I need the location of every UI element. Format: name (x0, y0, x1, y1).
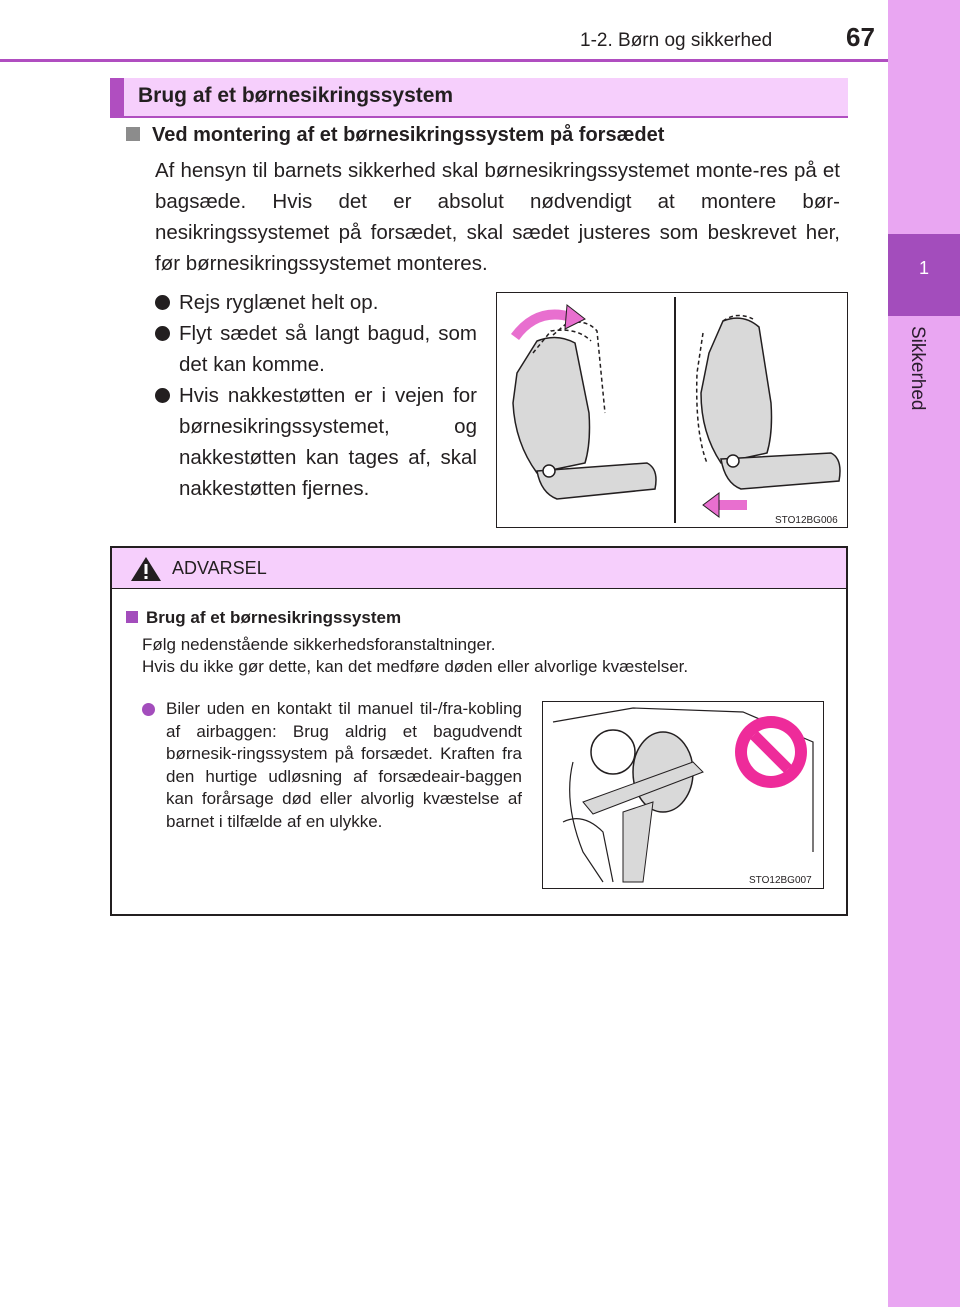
figure-code: STO12BG006 (775, 515, 838, 526)
warning-box (110, 546, 848, 916)
list-item-text: Rejs ryglænet helt op. (179, 291, 379, 314)
warning-triangle-icon (130, 556, 162, 582)
seat-illustration (497, 293, 847, 527)
warning-text-line: Følg nedenstående sikkerhedsforanstaltninger. (142, 635, 496, 654)
warning-title: ADVARSEL (172, 558, 267, 578)
bullet-dot-icon (142, 703, 155, 716)
warning-subheading-text: Brug af et børnesikringssystem (146, 608, 402, 627)
warning-subheading (126, 608, 401, 628)
seat-adjustment-figure (496, 292, 848, 528)
page-number: 67 (846, 22, 875, 52)
airbag-illustration (543, 702, 823, 888)
section-heading: Brug af et børnesikringssystem (138, 84, 454, 107)
chapter-label: Sikkerhed (907, 326, 928, 411)
warning-text (142, 634, 688, 678)
heading-rule (110, 116, 848, 118)
figure-code: STO12BG007 (749, 875, 812, 886)
section-heading-box (110, 78, 848, 116)
warning-header (112, 548, 846, 589)
header-divider (0, 59, 888, 62)
bullet-dot-icon (155, 295, 170, 310)
subheading-text: Ved montering af et børnesikringssystem på forsædet (152, 124, 665, 146)
list-item (155, 380, 477, 504)
list-item (155, 287, 477, 318)
square-bullet-icon (126, 127, 140, 141)
prohibited-icon (735, 716, 807, 788)
warning-bullet (142, 698, 522, 834)
bullet-dot-icon (155, 388, 170, 403)
list-item-text: Hvis nakkestøtten er i vejen for børnesikringssystemet, og nakkestøtten kan tages af, skal nakkestøtten fjernes. (179, 384, 477, 500)
warning-bullet-text: Biler uden en kontakt til manuel til-/fra-kobling af airbaggen: Brug aldrig et bagudvendt børnesik-ringssystem på forsædet. Kraften fra den hurtige udløsning af forsædeair-baggen kan forårsage død eller alvorlig kvæstelse af barnet i tilfælde af en ulykke. (166, 699, 522, 831)
right-seat-icon (697, 315, 840, 517)
warning-text-line: Hvis du ikke gør dette, kan det medføre døden eller alvorlige kvæstelser. (142, 657, 689, 676)
left-seat-icon (513, 305, 656, 499)
chapter-number: 1 (918, 258, 929, 278)
instruction-list (155, 287, 477, 504)
chapter-side-bar (888, 0, 960, 1307)
list-item-text: Flyt sædet så langt bagud, som det kan komme. (179, 322, 477, 376)
section-title: 1-2. Børn og sikkerhed (580, 30, 773, 51)
subheading (126, 124, 664, 147)
intro-paragraph: Af hensyn til barnets sikkerhed skal børnesikringssystemet monte-res på et bagsæde. Hvis det er absolut nødvendigt at montere bør-nesikringssystemet på forsædet, skal sædet justeres som beskrevet her, før børnesikringssystemet monteres. (155, 159, 840, 275)
square-bullet-icon (126, 611, 138, 623)
bullet-dot-icon (155, 326, 170, 341)
airbag-warning-figure (542, 701, 824, 889)
list-item (155, 318, 477, 380)
